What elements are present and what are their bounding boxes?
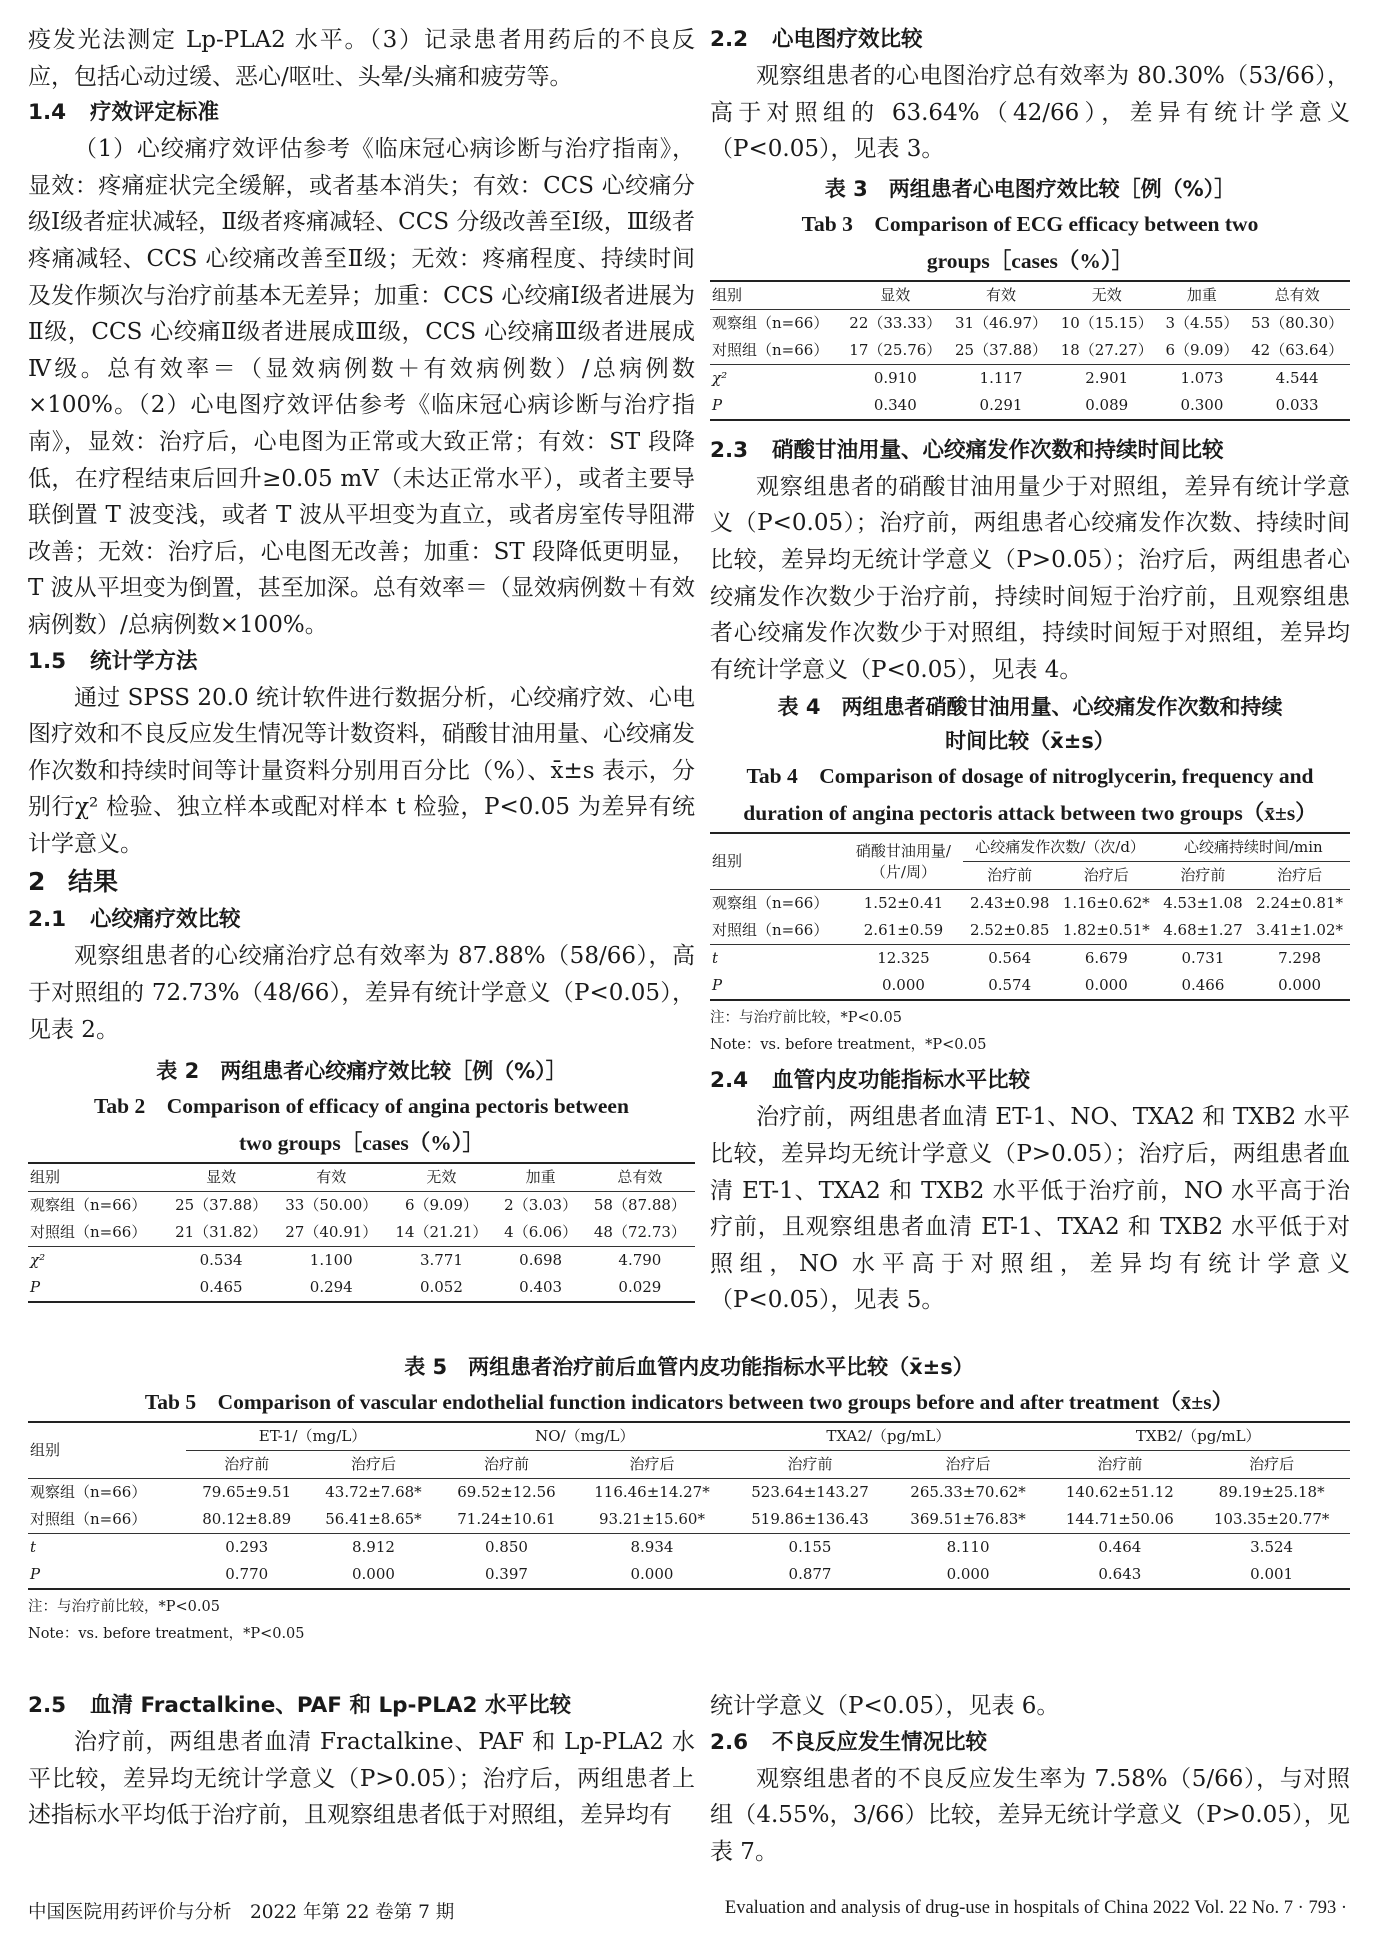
table-header: 治疗前: [987, 866, 1033, 885]
table-caption-en: Tab 5 Comparison of vascular endothelial function indicators between two groups before and after treatment（x̄±s）: [144, 1390, 1234, 1414]
table-5: [28, 1350, 1350, 1648]
paragraph: 统计学意义（P<0.05），见表 6。: [710, 1693, 1060, 1719]
table-header: 无效: [1054, 281, 1160, 310]
table-2: [28, 1054, 695, 1303]
table-row: χ² 0.534 1.100 3.771 0.698 4.790: [28, 1247, 695, 1275]
table-header: 加重: [1160, 281, 1245, 310]
table-note: Note：vs. before treatment，*P<0.05: [710, 1037, 987, 1054]
table-caption-cn: 表 5 两组患者治疗前后血管内皮功能指标水平比较（x̄±s）: [404, 1355, 974, 1379]
table-row: χ² 0.910 1.117 2.901 1.073 4.544: [710, 364, 1350, 392]
section-2-1-heading: 2.1 心绞痛疗效比较: [28, 907, 241, 933]
table-3-grid: [710, 280, 1350, 421]
table-header: 显效: [842, 281, 948, 310]
page-footer: [28, 1898, 1347, 1928]
table-caption-en: Tab 4 Comparison of dosage of nitroglycerin, frequency and: [746, 764, 1314, 789]
table-header: 心绞痛持续时间/min: [1157, 833, 1350, 862]
table-row: 对照组（n=66） 17（25.76） 25（37.88） 18（27.27） 6（9.09） 42（63.64）: [712, 340, 1344, 359]
table-row: 对照组（n=66） 2.61±0.59 2.52±0.85 1.82±0.51* 4.68±1.27 3.41±1.02*: [712, 921, 1344, 940]
table-row: P 0.340 0.291 0.089 0.300 0.033: [710, 392, 1350, 420]
section-2-2-heading: 2.2 心电图疗效比较: [710, 27, 923, 52]
table-4-grid: [710, 832, 1350, 1001]
table-header: TXA2/（pg/mL）: [730, 1422, 1046, 1451]
table-caption-en: groups［cases（%）］: [926, 248, 1134, 273]
table-header: 显效: [166, 1163, 276, 1192]
table-row: P 0.465 0.294 0.052 0.403 0.029: [28, 1274, 695, 1302]
section-1-4-heading: 1.4 疗效评定标准: [28, 100, 220, 126]
paragraph: 疫发光法测定 Lp-PLA2 水平。（3）记录患者用药后的不良反应，包括心动过缓、恶心/呕吐、头晕/头痛和疲劳等。: [28, 27, 695, 90]
section-1-5-heading: 1.5 统计学方法: [28, 648, 198, 674]
table-header: 组别: [710, 281, 842, 310]
table-header: 组别: [28, 1163, 166, 1192]
table-header: ET-1/（mg/L）: [186, 1422, 440, 1451]
table-header: 有效: [948, 281, 1054, 310]
table-note: 注：与治疗前比较，*P<0.05: [28, 1599, 220, 1615]
table-header: 总有效: [585, 1163, 695, 1192]
table-header: TXB2/（pg/mL）: [1046, 1422, 1350, 1451]
table-header: 治疗前: [1180, 866, 1226, 885]
table-row: 对照组（n=66） 21（31.82） 27（40.91） 14（21.21） 4（6.06） 48（72.73）: [30, 1223, 686, 1242]
table-row: 观察组（n=66） 79.65±9.51 43.72±7.68* 69.52±12.56 116.46±14.27* 523.64±143.27 265.33±70.62* 140.62±51.12 89.19±25.18*: [28, 1479, 1350, 1507]
table-header: 有效: [276, 1163, 386, 1192]
table-header: 总有效: [1244, 281, 1350, 310]
table-header: 治疗后: [1277, 866, 1323, 885]
table-5-grid: 组别 ET-1/（mg/L） NO/（mg/L） TXA2/（pg/mL） TXB2/（pg/mL） 治疗前 治疗后 治疗前 治疗后 治疗前 治疗后 治疗前 治疗后 观察组（n=66） 79.65±9.51 43.72±7.68* 69.52±12.56 116.46±14.27* 523.64±143.27 265.33±70.62* 140.62±51.12 89.19±25.18* 对照组（n=66） 80.12±8.89 56.41±8.65* 71.24±10.61 93.21±15.60* 519.86±136.43 369.51±76.83* 144.71±50.06 103.35±20.77* t 0.293 8.912 0.850 8.934 0.155 8.110 0.464 3.524 P 0.770 0.000 0.397 0.000 0.877 0.000 0.643 0.001: [28, 1421, 1350, 1590]
table-caption-en: Tab 3 Comparison of ECG efficacy between two: [801, 211, 1259, 236]
table-header: 治疗后: [1083, 866, 1129, 885]
journal-name-en: Evaluation and analysis of drug-use in hospitals of China 2022 Vol. 22 No. 7 · 793 ·: [724, 1898, 1347, 1918]
table-caption-en: Tab 2 Comparison of efficacy of angina pectoris between: [94, 1094, 629, 1119]
section-2-6-heading: 2.6 不良反应发生情况比较: [710, 1729, 988, 1755]
paragraph: （1）心绞痛疗效评估参考《临床冠心病诊断与治疗指南》，显效：疼痛症状完全缓解，或者基本消失；有效：CCS 心绞痛分级Ⅰ级者症状减轻，Ⅱ级者疼痛减轻、CCS 分级改善至Ⅰ级，Ⅲ级者疼痛减轻、CCS 心绞痛改善至Ⅱ级；无效：疼痛程度、持续时间及发作频次与治疗前基本无差异；加重：CCS 心绞痛Ⅰ级者进展为Ⅱ级，CCS 心绞痛Ⅱ级者进展成Ⅲ级，CCS 心绞痛Ⅲ级者进展成Ⅳ级。总有效率＝（显效病例数＋有效病例数）/总病例数×100%。（2）心电图疗效评估参考《临床冠心病诊断与治疗指南》，显效：治疗后，心电图为正常或大致正常；有效：ST 段降低，在疗程结束后回升≥0.05 mV（未达正常水平），或者主要导联倒置 T 波变浅，或者 T 波从平坦变为直立，或者房室传导阻滞改善；无效：治疗后，心电图无改善；加重：ST 段降低更明显，T 波从平坦变为倒置，甚至加深。总有效率＝（显效病例数＋有效病例数）/总病例数×100%。: [28, 136, 695, 638]
section-2-3-heading: 2.3 硝酸甘油用量、心绞痛发作次数和持续时间比较: [710, 437, 1224, 463]
table-row: t 0.293 8.912 0.850 8.934 0.155 8.110 0.464 3.524: [28, 1534, 1350, 1562]
table-note: Note：vs. before treatment，*P<0.05: [28, 1626, 305, 1642]
table-header: 加重: [497, 1163, 585, 1192]
table-row: 观察组（n=66） 1.52±0.41 2.43±0.98 1.16±0.62* 4.53±1.08 2.24±0.81*: [710, 890, 1350, 918]
paragraph: 观察组患者的心绞痛治疗总有效率为 87.88%（58/66），高于对照组的 72.73%（48/66），差异有统计学意义（P<0.05），见表 2。: [28, 943, 695, 1043]
paragraph: 治疗前，两组患者血清 Fractalkine、PAF 和 Lp-PLA2 水平比较，差异均无统计学意义（P>0.05）；治疗后，两组患者上述指标水平均低于治疗前，且观察组患者低于对照组，差异均有: [28, 1729, 695, 1829]
table-caption-cn: 表 2 两组患者心绞痛疗效比较［例（%）］: [156, 1059, 567, 1084]
table-caption-cn: 表 3 两组患者心电图疗效比较［例（%）］: [824, 176, 1236, 201]
table-note: 注：与治疗前比较，*P<0.05: [710, 1010, 902, 1027]
table-header: NO/（mg/L）: [439, 1422, 730, 1451]
paragraph: 通过 SPSS 20.0 统计软件进行数据分析，心绞痛疗效、心电图疗效和不良反应发生情况等计数资料，硝酸甘油用量、心绞痛发作次数和持续时间等计量资料分别用百分比（%）、x̄±s 表示，分别行χ² 检验、独立样本或配对样本 t 检验，P<0.05 为差异有统计学意义。: [28, 684, 695, 857]
table-caption-cn: 表 4 两组患者硝酸甘油用量、心绞痛发作次数和持续: [777, 695, 1283, 720]
table-row: 观察组（n=66） 22（33.33） 31（46.97） 10（15.15） 3（4.55） 53（80.30）: [710, 309, 1350, 337]
paragraph: 观察组患者的不良反应发生率为 7.58%（5/66），与对照组（4.55%，3/66）比较，差异无统计学意义（P>0.05），见表 7。: [710, 1765, 1350, 1865]
table-row: P 0.770 0.000 0.397 0.000 0.877 0.000 0.643 0.001: [28, 1561, 1350, 1589]
table-row: 观察组（n=66） 25（37.88） 33（50.00） 6（9.09） 2（3.03） 58（87.88）: [28, 1192, 695, 1220]
left-column: [28, 22, 695, 1303]
section-2-4-heading: 2.4 血管内皮功能指标水平比较: [710, 1068, 1031, 1094]
table-3: [710, 172, 1350, 421]
journal-name-cn: 中国医院用药评价与分析 2022 年第 22 卷第 7 期: [28, 1902, 455, 1923]
table-row: P 0.000 0.574 0.000 0.466 0.000: [710, 972, 1350, 1000]
table-header: 心绞痛发作次数/（次/d）: [963, 833, 1156, 862]
table-caption-en: duration of angina pectoris attack between two groups（x̄±s）: [743, 801, 1317, 826]
section-2-5-heading: 2.5 血清 Fractalkine、PAF 和 Lp-PLA2 水平比较: [28, 1693, 572, 1718]
paragraph: 观察组患者的硝酸甘油用量少于对照组，差异有统计学意义（P<0.05）；治疗前，两组患者心绞痛发作次数、持续时间比较，差异均无统计学意义（P>0.05）；治疗后，两组患者心绞痛发作次数少于治疗前，持续时间短于治疗前，且观察组患者心绞痛发作次数少于对照组，持续时间短于对照组，差异均有统计学意义（P<0.05），见表 4。: [710, 473, 1350, 683]
table-caption-cn: 时间比较（x̄±s）: [945, 729, 1115, 754]
table-row: t 12.325 0.564 6.679 0.731 7.298: [710, 945, 1350, 973]
right-column: [710, 22, 1350, 1319]
paragraph: 治疗前，两组患者血清 ET-1、NO、TXA2 和 TXB2 水平比较，差异均无统计学意义（P>0.05）；治疗后，两组患者血清 ET-1、TXA2 和 TXB2 水平低于治疗前，NO 水平高于治疗前，且观察组患者血清 ET-1、TXA2 和 TXB2 水平低于对照组，NO 水平高于对照组，差异均有统计学意义（P<0.05），见表 5。: [710, 1104, 1350, 1314]
paragraph: 观察组患者的心电图治疗总有效率为 80.30%（53/66），高于对照组的 63.64%（42/66），差异有统计学意义（P<0.05），见表 3。: [710, 63, 1350, 163]
bottom-left-column: [28, 1688, 695, 1834]
table-header: 硝酸甘油用量/（片/周）: [843, 833, 963, 890]
table-2-grid: [28, 1162, 695, 1303]
table-header: 无效: [386, 1163, 496, 1192]
table-caption-en: two groups［cases（%）］: [238, 1131, 485, 1156]
table-header: 组别: [710, 833, 843, 890]
table-header: 组别: [28, 1422, 186, 1479]
section-2-heading: 2 结果: [28, 867, 119, 897]
table-4: [710, 690, 1350, 1059]
table-row: 对照组（n=66） 80.12±8.89 56.41±8.65* 71.24±10.61 93.21±15.60* 519.86±136.43 369.51±76.83* 144.71±50.06 103.35±20.77*: [30, 1510, 1330, 1528]
bottom-right-column: [710, 1688, 1350, 1870]
